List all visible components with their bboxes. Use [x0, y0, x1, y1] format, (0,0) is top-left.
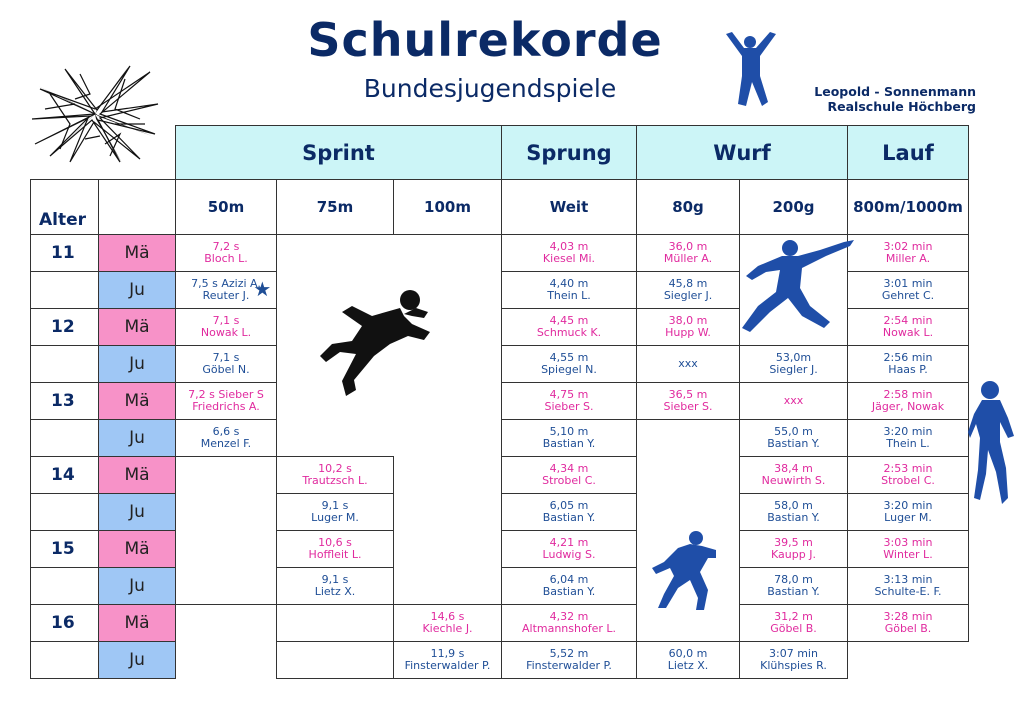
- age-empty: [31, 494, 99, 531]
- record-cell: 4,32 m Altmannshofer L.: [502, 605, 637, 642]
- record-cell: 55,0 m Bastian Y.: [740, 420, 848, 457]
- school-name: [796, 84, 976, 114]
- record-cell: 10,6 s Hoffleit L.: [277, 531, 394, 568]
- record-cell: xxx: [740, 383, 848, 420]
- age-empty: [31, 568, 99, 605]
- record-cell: 78,0 m Bastian Y.: [740, 568, 848, 605]
- record-cell: 6,6 s Menzel F.: [176, 420, 277, 457]
- page-title: Schulrekorde: [307, 13, 663, 67]
- record-cell: 58,0 m Bastian Y.: [740, 494, 848, 531]
- record-cell: 7,5 s Azizi A. Reuter J. ★: [176, 272, 277, 309]
- record-cell: 4,55 m Spiegel N.: [502, 346, 637, 383]
- record-cell: 3:03 min Winter L.: [848, 531, 969, 568]
- age-label: 14: [31, 457, 99, 494]
- school-line-1: Leopold - Sonnenmann: [814, 84, 976, 99]
- thrower-silhouette: [740, 236, 858, 332]
- age-label: 16: [31, 605, 99, 642]
- column-80g: 80g: [637, 180, 740, 235]
- record-cell: 60,0 m Lietz X.: [637, 642, 740, 679]
- record-cell: 3:20 min Luger M.: [848, 494, 969, 531]
- age-label: 11: [31, 235, 99, 272]
- column-50m: 50m: [176, 180, 277, 235]
- empty-cell: [176, 642, 277, 679]
- record-cell: 31,2 m Göbel B.: [740, 605, 848, 642]
- empty-cell: [277, 642, 394, 679]
- record-cell: 38,0 m Hupp W.: [637, 309, 740, 346]
- category-wurf: Wurf: [637, 126, 848, 180]
- gender-maedchen: Mä: [99, 605, 176, 642]
- age-empty: [31, 420, 99, 457]
- record-cell: 53,0m Siegler J.: [740, 346, 848, 383]
- record-cell: 39,5 m Kaupp J.: [740, 531, 848, 568]
- record-cell: 11,9 s Finsterwalder P.: [394, 642, 502, 679]
- sprinter-silhouette: [312, 286, 437, 398]
- table-row: [31, 457, 969, 494]
- column-weit: Weit: [502, 180, 637, 235]
- age-empty: [31, 272, 99, 309]
- age-empty: [31, 642, 99, 679]
- age-label: 13: [31, 383, 99, 420]
- record-cell: 7,1 s Göbel N.: [176, 346, 277, 383]
- column-alter: Alter: [31, 180, 99, 235]
- record-cell: 4,21 m Ludwig S.: [502, 531, 637, 568]
- record-cell: 10,2 s Trautzsch L.: [277, 457, 394, 494]
- record-cell: 36,0 m Müller A.: [637, 235, 740, 272]
- gender-jungen: Ju: [99, 642, 176, 679]
- gender-maedchen: Mä: [99, 383, 176, 420]
- column-100m: 100m: [394, 180, 502, 235]
- empty-cell: [277, 605, 394, 642]
- record-cell: 2:54 min Nowak L.: [848, 309, 969, 346]
- record-cell: 6,04 m Bastian Y.: [502, 568, 637, 605]
- gender-jungen: Ju: [99, 420, 176, 457]
- record-cell: 3:20 min Thein L.: [848, 420, 969, 457]
- record-cell: 5,10 m Bastian Y.: [502, 420, 637, 457]
- record-cell: 9,1 s Lietz X.: [277, 568, 394, 605]
- record-cell: 7,2 s Bloch L.: [176, 235, 277, 272]
- record-cell: xxx: [637, 346, 740, 383]
- record-cell: 3:28 min Göbel B.: [848, 605, 969, 642]
- empty-cell: [176, 457, 277, 605]
- category-sprung: Sprung: [502, 126, 637, 180]
- gender-maedchen: Mä: [99, 309, 176, 346]
- empty-cell: [394, 457, 502, 605]
- page-subtitle: Bundesjugendspiele: [363, 74, 617, 103]
- record-cell: 3:02 min Miller A.: [848, 235, 969, 272]
- gender-jungen: Ju: [99, 568, 176, 605]
- blank-cell: [31, 126, 99, 180]
- record-cell: 14,6 s Kiechle J.: [394, 605, 502, 642]
- column-gender: [99, 180, 176, 235]
- blank-cell: [99, 126, 176, 180]
- record-cell: 2:58 min Jäger, Nowak: [848, 383, 969, 420]
- long-jumper-silhouette: [650, 528, 720, 610]
- gender-jungen: Ju: [99, 272, 176, 309]
- age-label: 12: [31, 309, 99, 346]
- record-cell: 5,52 m Finsterwalder P.: [502, 642, 637, 679]
- runner-silhouette: [968, 378, 1020, 506]
- jumper-silhouette: [722, 30, 782, 112]
- record-cell: 7,1 s Nowak L.: [176, 309, 277, 346]
- record-cell: 2:53 min Strobel C.: [848, 457, 969, 494]
- record-cell: 3:13 min Schulte-E. F.: [848, 568, 969, 605]
- record-cell: 4,75 m Sieber S.: [502, 383, 637, 420]
- record-cell: 3:01 min Gehret C.: [848, 272, 969, 309]
- record-cell: 4,40 m Thein L.: [502, 272, 637, 309]
- age-label: 15: [31, 531, 99, 568]
- gender-maedchen: Mä: [99, 235, 176, 272]
- gender-jungen: Ju: [99, 346, 176, 383]
- age-empty: [31, 346, 99, 383]
- star-icon: ★: [253, 277, 272, 301]
- column-75m: 75m: [277, 180, 394, 235]
- column-lauf: 800m/1000m: [848, 180, 969, 235]
- record-cell: 9,1 s Luger M.: [277, 494, 394, 531]
- table-row: [31, 642, 969, 679]
- empty-cell: [176, 605, 277, 642]
- record-cell: 4,03 m Kiesel Mi.: [502, 235, 637, 272]
- column-200g: 200g: [740, 180, 848, 235]
- table-row: [31, 605, 969, 642]
- record-cell: 38,4 m Neuwirth S.: [740, 457, 848, 494]
- records-table: [30, 125, 969, 679]
- record-cell: 2:56 min Haas P.: [848, 346, 969, 383]
- record-cell: 45,8 m Siegler J.: [637, 272, 740, 309]
- gender-maedchen: Mä: [99, 457, 176, 494]
- gender-maedchen: Mä: [99, 531, 176, 568]
- record-cell: 4,34 m Strobel C.: [502, 457, 637, 494]
- record-cell: 7,2 s Sieber S Friedrichs A.: [176, 383, 277, 420]
- category-lauf: Lauf: [848, 126, 969, 180]
- record-cell: 3:07 min Klühspies R.: [740, 642, 848, 679]
- category-sprint: Sprint: [176, 126, 502, 180]
- gender-jungen: Ju: [99, 494, 176, 531]
- record-cell: 4,45 m Schmuck K.: [502, 309, 637, 346]
- school-line-2: Realschule Höchberg: [827, 99, 976, 114]
- record-cell: 36,5 m Sieber S.: [637, 383, 740, 420]
- record-cell: 6,05 m Bastian Y.: [502, 494, 637, 531]
